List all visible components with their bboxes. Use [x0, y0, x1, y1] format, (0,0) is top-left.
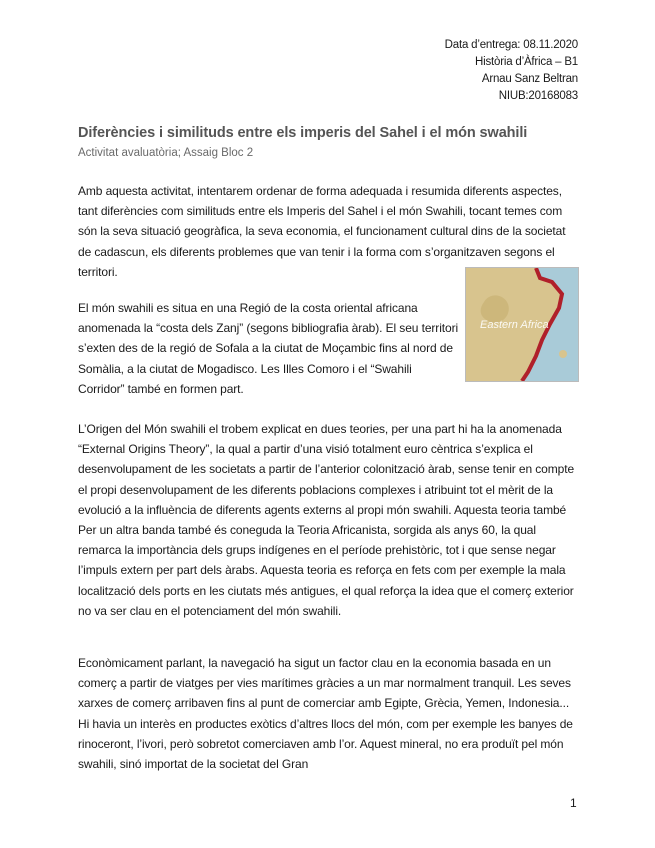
map-illustration	[466, 268, 578, 381]
east-africa-map	[465, 267, 579, 382]
student-id: NIUB:20168083	[498, 90, 578, 102]
delivery-date: Data d’entrega: 08.11.2020	[444, 39, 578, 51]
paragraph-text: L’Origen del Món swahili el trobem explicat en dues teories, per una part hi ha la anomenada “External Origins Theory”, la qual a partir d’una visió totalment euro cèntrica s’explica el desenvolupament de les societats a partir de l’anterior colonització àrab, sense tenir en compte el propi desenvolupament de les diferents poblacions complexes i atribuint tot el mèrit de la evolució a la influència de diferents agents externs al propi món swahili. Aquesta teoria també	[78, 422, 575, 517]
island	[559, 350, 567, 358]
paragraph-text: Per un altra banda també és coneguda la Teoria Africanista, sorgida als anys 60, la qual remarca la importància dels grups indígenes en el període prehistòric, tot i que sense negar l’impuls extern per part dels àrabs. Aquesta teoria es reforça en fets com per exemple la mala localització dels ports en les ciutats més antigues, el qual reforça la idea que el comerç exterior no va ser clau en el potenciament del món swahili.	[78, 523, 574, 618]
page-number: 1	[570, 796, 577, 810]
map-label: Eastern Africa	[480, 319, 549, 331]
paragraph-location	[78, 298, 460, 399]
course-name: Història d’Àfrica – B1	[475, 56, 578, 68]
paragraph-text: Amb aquesta activitat, intentarem ordenar de forma adequada i resumida diferents aspectes, tant diferències com similituds entre els Imperis del Sahel i el món Swahili, tocant temes com són la seva situació geogràfica, la seva economia, el funcionament cultural dins de la societat de cadascun, els diferents problemes que van tenir i la forma com s’organitzaven segons el territori.	[78, 184, 566, 279]
paragraph-text: El món swahili es situa en una Regió de la costa oriental africana anomenada la “costa dels Zanj” (segons bibliografia àrab). El seu territori s’exten des de la regió de Sofala a la ciutat de Moçambic fins al nord de Somàlia, a la ciutat de Mogadisco. Les Illes Comoro i el “Swahili Corridor” també en formen part.	[78, 301, 459, 396]
document-title: Diferències i similituds entre els imperis del Sahel i el món swahili	[78, 125, 528, 141]
paragraph-origins	[78, 419, 578, 621]
document-subtitle: Activitat avaluatòria; Assaig Bloc 2	[78, 147, 254, 159]
paragraph-economy	[78, 653, 578, 774]
paragraph-text: Econòmicament parlant, la navegació ha sigut un factor clau en la economia basada en un comerç a partir de viatges per vies marítimes gràcies a un mar normalment tranquil. Les seves xarxes de comerç arribaven fins al punt de comerciar amb Egipte, Grècia, Yemen, Indonesia... Hi havia un interès en productes exòtics d’altres llocs del món, com per exemple les banyes de rinoceront, l’ivori, però sobretot comerciaven amb l’or. Aquest mineral, no era produït pel món swahili, sinó importat de la societat del Gran	[78, 656, 573, 772]
author-name: Arnau Sanz Beltran	[481, 73, 578, 85]
document-header	[445, 37, 578, 105]
